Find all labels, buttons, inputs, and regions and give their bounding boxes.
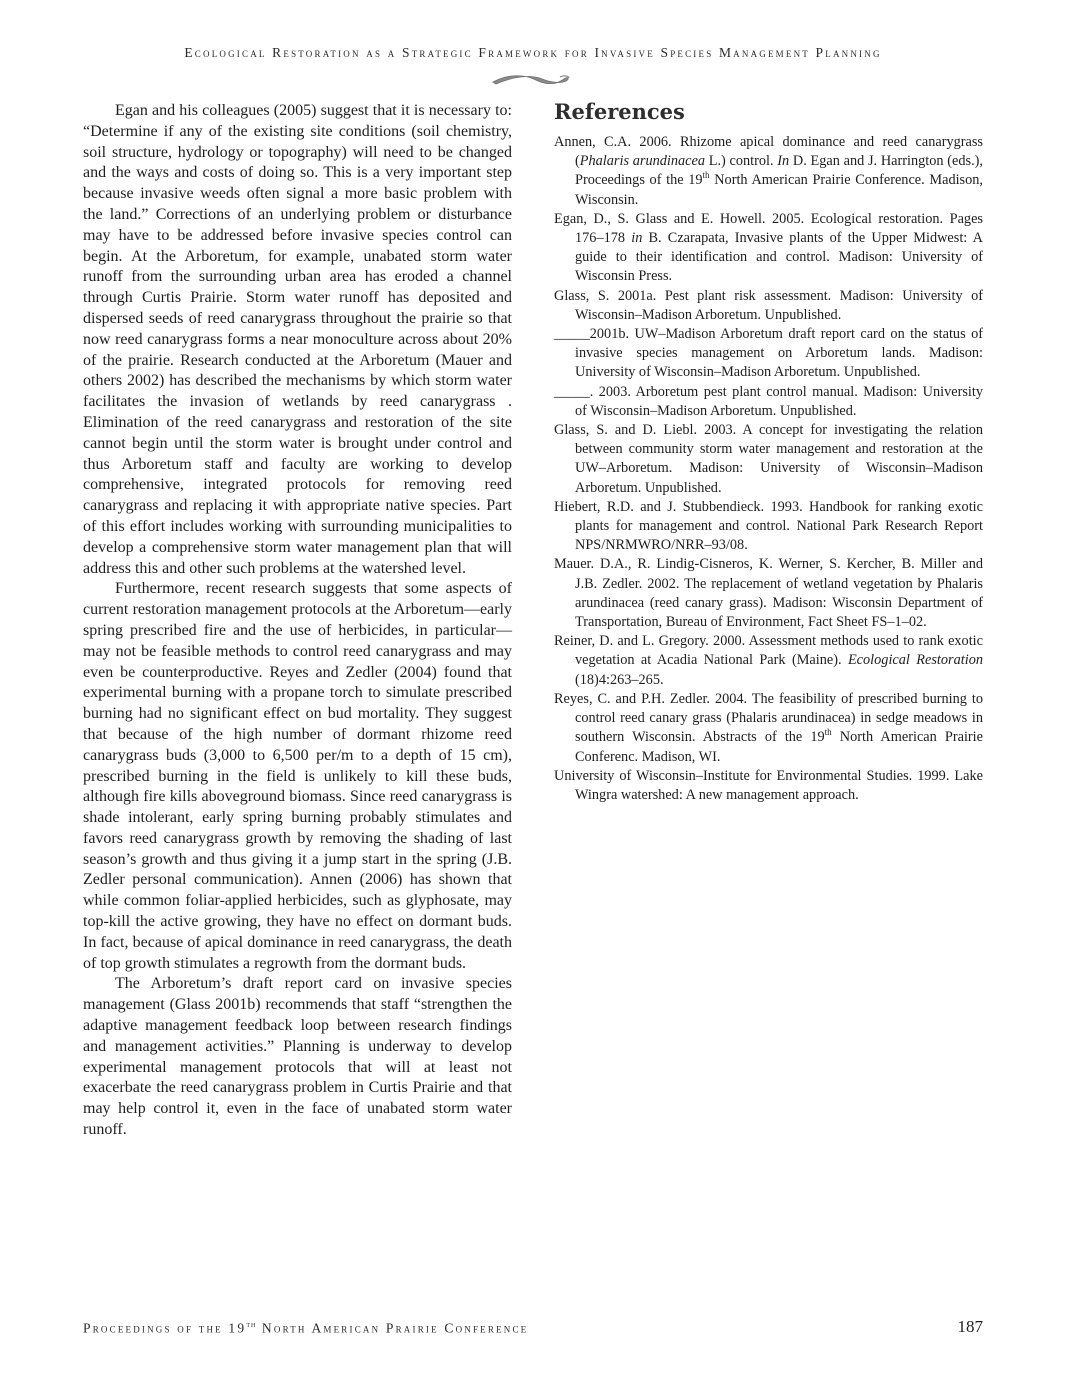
reference-text: North American Prairie Conferenc. Madison, WI. <box>575 729 983 765</box>
reference-text: Glass, S. 2001a. Pest plant risk assessment. Madison: University of Wisconsin–Madison Arboretum. Unpublished. <box>554 287 983 323</box>
reference-text: Ecological Restoration <box>847 652 983 669</box>
body-paragraph: Egan and his colleagues (2005) suggest that it is necessary to: “Determine if any of the existing site conditions (soil chemistry, soil structure, hydrology or topography) will need to be changed and the ways and costs of doing so. This is a very important step because invasive weeds often signal a more basic problem with the land.” Corrections of an underlying problem or disturbance may have to be addressed before invasive species control can begin. At the Arboretum, for example, unabated storm water runoff from the surrounding urban area has eroded a channel through Curtis Prairie. Storm water runoff has deposited and dispersed seeds of reed canarygrass throughout the prairie so that now reed canarygrass forms a near monoculture across about 20% of the prairie. Research conducted at the Arboretum (Mauer and others 2002) has described the mechanisms by which storm water facilitates the invasion of wetlands by reed canarygrass . Elimination of the reed canarygrass and restoration of the site cannot begin until the storm water is brought under control and thus Arboretum staff and faculty are working to develop comprehensive, integrated protocols for removing reed canarygrass and replacing it with appropriate native species. Part of this effort includes working with surrounding municipalities to develop a comprehensive storm water management plan that will address this and other such problems at the watershed level. <box>83 102 512 577</box>
reference-item <box>554 767 983 805</box>
running-foot <box>83 1320 528 1337</box>
reference-text: In <box>777 153 790 170</box>
reference-text: Annen, C.A. 2006. Rhizome apical dominance and reed canarygrass ( <box>554 134 983 170</box>
decorative-swash-icon <box>490 70 572 90</box>
reference-text: Reyes, C. and P.H. Zedler. 2004. The feasibility of prescribed burning to control reed canary grass (Phalaris arundinacea) in sedge meadows in southern Wisconsin. Abstracts of the 19 <box>554 690 983 746</box>
reference-item <box>554 133 983 210</box>
reference-item <box>554 555 983 632</box>
references-section <box>554 99 983 805</box>
reference-item <box>554 632 983 690</box>
body-text <box>83 101 512 1141</box>
reference-text: _____. 2003. Arboretum pest plant control manual. Madison: University of Wisconsin–Madison Arboretum. Unpublished. <box>554 383 983 419</box>
reference-text: _____2001b. UW–Madison Arboretum draft report card on the status of invasive species management on Arboretum lands. Madison: University of Wisconsin–Madison Arboretum. Unpublished. <box>554 326 983 381</box>
reference-text: th <box>824 727 832 738</box>
reference-item <box>554 383 983 421</box>
reference-item <box>554 210 983 287</box>
body-paragraph: Furthermore, recent research suggests that some aspects of current restoration management protocols at the Arboretum—early spring prescribed fire and the use of herbicides, in particular—may not be feasible methods to control reed canarygrass and may even be counterproductive. Reyes and Zedler (2004) found that experimental burning with a propane torch to simulate prescribed burning had no significant effect on bud mortality. They suggest that because of the high number of dormant rhizome reed canarygrass buds (3,000 to 6,500 per/m to a depth of 15 cm), prescribed burning in the field is unlikely to kill these buds, although fire kills aboveground biomass. Since reed canarygrass is shade intolerant, early spring burning probably stimulates and favors reed canarygrass growth by removing the shading of last season’s growth and thus giving it a jump start in the spring (J.B. Zedler personal communication). Annen (2006) has shown that while common foliar-applied herbicides, such as glyphosate, may top-kill the active growing, they have no effect on dormant buds. In fact, because of apical dominance in reed canarygrass, the death of top growth stimulates a regrowth from the dormant buds. <box>83 580 512 972</box>
reference-item <box>554 421 983 498</box>
references-heading: References <box>554 99 685 124</box>
reference-item <box>554 690 983 767</box>
reference-text: Reiner, D. and L. Gregory. 2000. Assessment methods used to rank exotic vegetation at Acadia National Park (Maine). <box>554 633 983 669</box>
running-foot-text: North American Prairie Conference <box>256 1320 529 1336</box>
reference-text: North American Prairie Conference. Madison, Wisconsin. <box>575 172 983 208</box>
reference-list <box>554 133 983 805</box>
reference-text: (18)4:263–265. <box>575 671 664 688</box>
reference-text: D. Egan and J. Harrington (eds.), Proceedings of the 19 <box>575 153 983 189</box>
page-number: 187 <box>957 1317 983 1336</box>
reference-text: in <box>631 230 643 247</box>
reference-text: Hiebert, R.D. and J. Stubbendieck. 1993. Handbook for ranking exotic plants for management and control. National Park Research Report NPS/NRMWRO/NRR–93/08. <box>554 498 983 554</box>
reference-text: Mauer. D.A., R. Lindig-Cisneros, K. Werner, S. Kercher, B. Miller and J.B. Zedler. 2002. The replacement of wetland vegetation by Phalaris arundinacea (reed canary grass). Madison: Wisconsin Department of Transportation, Bureau of Environment, Fact Sheet FS–1–02. <box>554 556 983 631</box>
body-paragraph: The Arboretum’s draft report card on invasive species management (Glass 2001b) recommends that staff “strengthen the adaptive management feedback loop between research findings and management activities.” Planning is underway to develop experimental management protocols that will at least not exacerbate the reed canarygrass problem in Curtis Prairie and that may help control it, even in the face of unabated storm water runoff. <box>83 975 512 1139</box>
running-head: Ecological Restoration as a Strategic Framework for Invasive Species Management Planning <box>184 45 882 60</box>
reference-item <box>554 498 983 556</box>
reference-text: Glass, S. and D. Liebl. 2003. A concept for investigating the relation between community storm water management and restoration at the UW–Arboretum. Madison: University of Wisconsin–Madison Arboretum. Unpublished. <box>554 422 983 496</box>
reference-text: University of Wisconsin–Institute for Environmental Studies. 1999. Lake Wingra watershed: A new management approach. <box>554 767 983 803</box>
reference-text: Egan, D., S. Glass and E. Howell. 2005. Ecological restoration. Pages 176–178 <box>554 210 983 247</box>
reference-text: B. Czarapata, Invasive plants of the Upper Midwest: A guide to their identification and control. Madison: University of Wisconsin Press. <box>575 230 983 285</box>
reference-text: th <box>702 170 710 181</box>
reference-text: Phalaris arundinacea <box>579 153 705 170</box>
running-foot-text: Proceedings of the 19 <box>83 1320 247 1336</box>
reference-item <box>554 287 983 325</box>
running-foot-sup: th <box>246 1320 257 1329</box>
reference-text: L.) control. <box>705 153 778 170</box>
reference-item <box>554 325 983 383</box>
